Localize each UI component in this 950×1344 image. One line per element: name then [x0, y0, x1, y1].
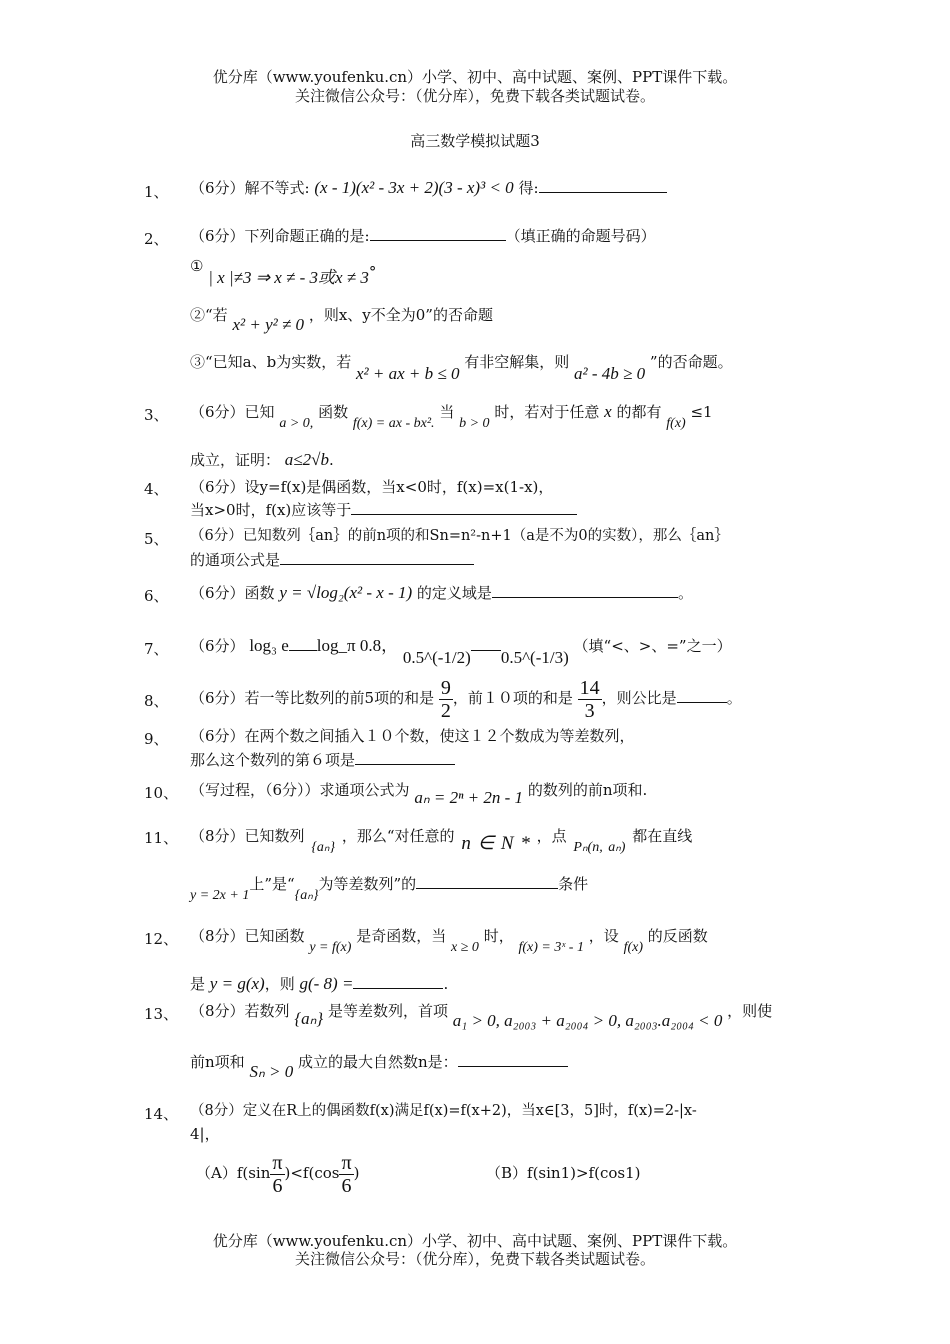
- answer-blank: [353, 974, 443, 989]
- answer-blank: [471, 636, 501, 651]
- option-a: （A）f(sin $\frac{\pi}{6}$ )<f(cos $\frac{\pi}{6}$ ): [196, 1151, 360, 1197]
- question-number: 4、: [144, 480, 169, 498]
- answer-blank: [458, 1052, 568, 1067]
- answer-blank: [289, 636, 317, 651]
- fraction: $\frac{\pi}{6}$: [272, 1151, 283, 1197]
- question-number: 9、: [144, 730, 169, 748]
- question-number: 5、: [144, 530, 169, 548]
- question-number: 8、: [144, 692, 169, 710]
- fraction: $\frac{9}{2}$: [440, 676, 451, 722]
- fraction: $\frac{14}{3}$: [579, 676, 600, 722]
- question-9-line-2: 那么这个数列的第６项是: [190, 750, 455, 770]
- question-number: 3、: [144, 406, 169, 424]
- question-1: （6分）解不等式: (x - 1)(x² - 3x + 2)(3 - x)³ < 0 得:: [190, 178, 667, 198]
- answer-blank: [677, 688, 727, 703]
- question-8: （6分）若一等比数列的前5项的和是 $\frac{9}{2}$ ，前１０项的和是 $\frac{14}{3}$ ，则公比是 。: [190, 676, 742, 722]
- question-4: （6分）设y=f(x)是偶函数，当x<0时，f(x)=x(1-x)，: [190, 478, 554, 496]
- answer-blank: [280, 550, 474, 565]
- question-3: （6分）已知 a > 0, 函数 f(x) = ax - bx². 当 b > 0 时，若对于任意 x 的都有 f(x) ≤1: [190, 402, 713, 431]
- choice-3: ③“已知a、b为实数，若 x² + ax + b ≤ 0 有非空解集，则 a² - 4b ≥ 0 ”的否命题。: [190, 353, 733, 383]
- question-14: （8分）定义在R上的偶函数f(x)满足f(x)=f(x+2)，当x∈[3，5]时，f(x)=2-|x-: [190, 1103, 697, 1119]
- math-expression: y = √log₂(x² - x - 1): [279, 583, 413, 602]
- question-number: 7、: [144, 640, 169, 658]
- question-5-line-2: 的通项公式是: [190, 550, 474, 570]
- math-expression: (x - 1)(x² - 3x + 2)(3 - x)³ < 0: [314, 178, 514, 197]
- option-b: （B）f(sin1)>f(cos1): [486, 1164, 641, 1182]
- footer-line-1: 优分库（www.youfenku.cn）小学、初中、高中试题、案例、PPT课件下载。: [212, 1232, 738, 1250]
- question-12: （8分）已知函数 y = f(x) 是奇函数，当 x ≥ 0 时， f(x) = 3ˣ - 1 ，设 f(x) 的反函数: [190, 927, 708, 955]
- question-3-line-2: 成立，证明： a≤2√b.: [190, 450, 334, 469]
- header-line-1: 优分库（www.youfenku.cn）小学、初中、高中试题、案例、PPT课件下载。: [212, 68, 738, 86]
- question-7: （6分） log₃ e log_π 0.8， 0.5^(-1/2) 0.5^(-1/3) （填“<、>、=”之一）: [190, 636, 732, 667]
- answer-blank: [355, 750, 455, 765]
- page-title: 高三数学模拟试题3: [410, 132, 540, 150]
- question-number: 12、: [144, 930, 179, 948]
- question-12-line-2: 是 y = g(x)，则 g(- 8) = .: [190, 974, 449, 993]
- question-11: （8分）已知数列 {aₙ} ，那么“对任意的 n ∈ N * ，点 Pₙ(n, aₙ) 都在直线: [190, 827, 693, 855]
- answer-blank: [370, 226, 506, 241]
- question-number: 2、: [144, 230, 169, 248]
- question-14-line-2: 4|，: [190, 1125, 220, 1143]
- answer-blank: [351, 500, 577, 515]
- question-11-line-2: y = 2x + 1上”是“{aₙ}为等差数列”的 条件: [190, 875, 589, 903]
- question-6: （6分）函数 y = √log₂(x² - x - 1) 的定义域是 。: [190, 583, 693, 602]
- question-4-line-2: 当x>0时，f(x)应该等于: [190, 500, 577, 520]
- question-13: （8分）若数列 {aₙ} 是等差数列，首项 a₁ > 0, a₂₀₀₃ + a₂₀₀₄ > 0, a₂₀₀₃.a₂₀₀₄ < 0 ，则使: [190, 1002, 773, 1030]
- question-number: 13、: [144, 1005, 179, 1023]
- question-2: （6分）下列命题正确的是: （填正确的命题号码）: [190, 227, 656, 245]
- footer-line-2: 关注微信公众号：（优分库），免费下载各类试题试卷。: [294, 1250, 655, 1268]
- question-number: 11、: [144, 829, 179, 847]
- header-line-2: 关注微信公众号：（优分库），免费下载各类试题试卷。: [294, 87, 655, 105]
- question-5: （6分）已知数列｛an｝的前n项的和Sn=n²-n+1（a是不为0的实数），那么｛an｝: [190, 528, 729, 544]
- question-number: 10、: [144, 784, 179, 802]
- choice-2: ②“若 x² + y² ≠ 0 ，则x、y不全为0”的否命题: [190, 306, 493, 334]
- question-10: （写过程，（6分））求通项公式为 aₙ = 2ⁿ + 2n - 1 的数列的前n项和.: [190, 781, 648, 807]
- answer-blank: [416, 874, 558, 889]
- question-9: （6分）在两个数之间插入１０个数，使这１２个数成为等差数列，: [190, 727, 635, 745]
- question-number: 1、: [144, 183, 169, 201]
- question-13-line-2: 前n项和 Sₙ > 0 成立的最大自然数n是：: [190, 1052, 568, 1072]
- fraction: $\frac{\pi}{6}$: [341, 1151, 352, 1197]
- answer-blank: [539, 178, 667, 193]
- choice-1: ① | x |≠3 ⇒ x ≠ - 3或x ≠ 3°: [190, 257, 377, 287]
- answer-blank: [492, 583, 678, 598]
- question-number: 14、: [144, 1105, 179, 1123]
- question-number: 6、: [144, 587, 169, 605]
